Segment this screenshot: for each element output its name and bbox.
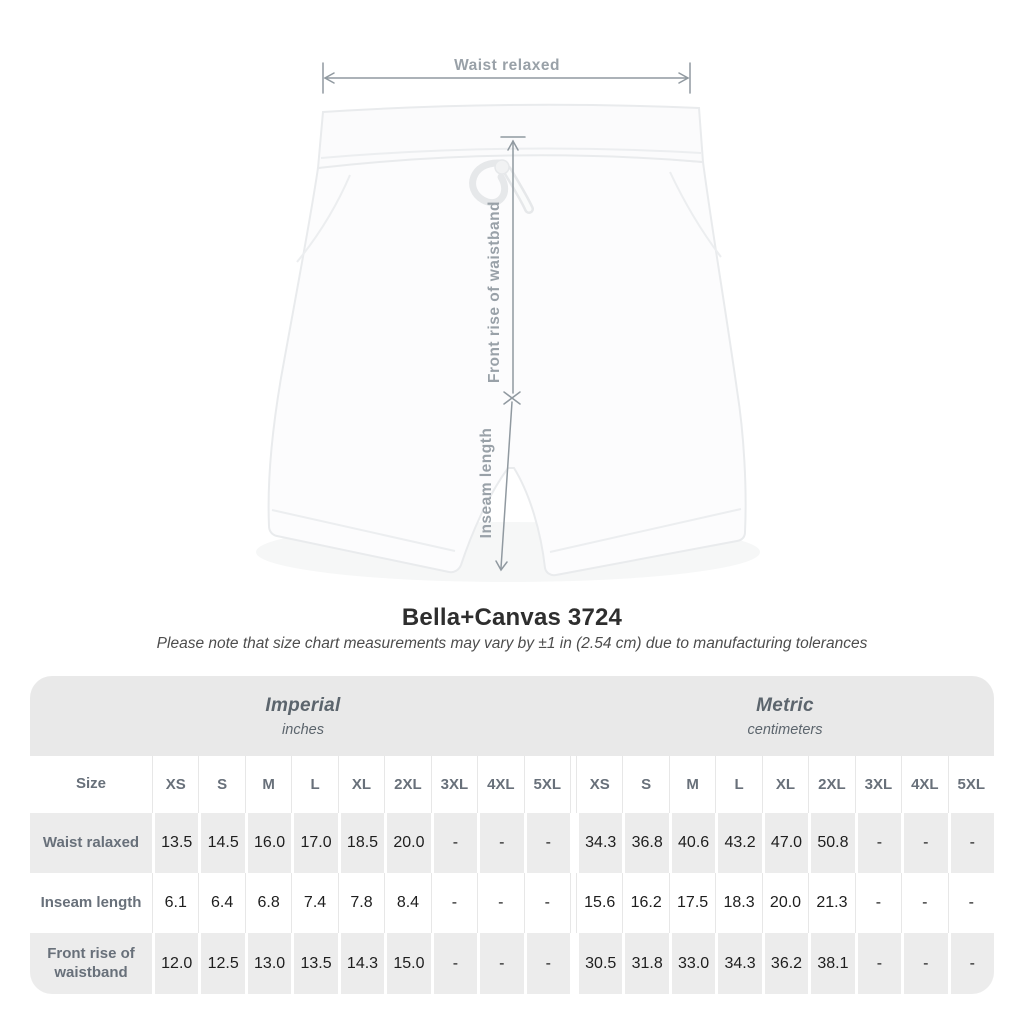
imperial-header: [30, 676, 576, 756]
shorts-body: [269, 154, 746, 575]
size-col-imperial-l: L: [291, 756, 337, 813]
value-imperial: 18.5: [338, 813, 384, 873]
value-metric: -: [855, 813, 901, 873]
value-imperial: 20.0: [384, 813, 430, 873]
size-col-metric-4xl: 4XL: [901, 756, 947, 813]
tolerance-note: Please note that size chart measurements may vary by ±1 in (2.54 cm) due to manufacturing tolerances: [156, 635, 868, 652]
metric-subtitle: centimeters: [747, 721, 823, 738]
imperial-title: Imperial: [265, 694, 341, 716]
value-metric: 36.8: [622, 813, 668, 873]
value-imperial: 7.4: [291, 873, 337, 933]
size-col-metric-5xl: 5XL: [948, 756, 994, 813]
size-col-imperial-xl: XL: [338, 756, 384, 813]
value-imperial: -: [477, 813, 523, 873]
value-imperial: -: [431, 813, 477, 873]
size-col-imperial-s: S: [198, 756, 244, 813]
size-col-imperial-5xl: 5XL: [524, 756, 570, 813]
value-imperial: -: [524, 873, 570, 933]
size-column-label: Size: [75, 775, 106, 793]
value-metric: 34.3: [715, 933, 761, 994]
value-metric: 15.6: [576, 873, 622, 933]
size-col-imperial-xs: XS: [152, 756, 198, 813]
value-metric: -: [948, 813, 994, 873]
size-col-metric-l: L: [715, 756, 761, 813]
value-imperial: -: [524, 933, 570, 994]
value-imperial: 6.1: [152, 873, 198, 933]
value-imperial: 17.0: [291, 813, 337, 873]
metric-header: [576, 676, 994, 756]
value-imperial: 8.4: [384, 873, 430, 933]
value-imperial: 12.0: [152, 933, 198, 994]
value-imperial: 6.4: [198, 873, 244, 933]
value-imperial: 14.5: [198, 813, 244, 873]
imperial-subtitle: inches: [282, 721, 324, 738]
table-body: [30, 813, 994, 994]
value-imperial: -: [477, 873, 523, 933]
row-label: Waist ralaxed: [42, 833, 140, 851]
value-metric: -: [855, 933, 901, 994]
value-imperial: 16.0: [245, 813, 291, 873]
product-title: Bella+Canvas 3724: [401, 604, 623, 631]
measurement-row: [30, 873, 994, 933]
value-imperial: 13.0: [245, 933, 291, 994]
value-metric: 20.0: [762, 873, 808, 933]
value-imperial: 14.3: [338, 933, 384, 994]
size-col-metric-2xl: 2XL: [808, 756, 854, 813]
value-metric: -: [901, 873, 947, 933]
metric-title: Metric: [756, 694, 814, 716]
value-metric: 30.5: [576, 933, 622, 994]
waist-relaxed-label: Waist relaxed: [454, 57, 560, 74]
value-imperial: 15.0: [384, 933, 430, 994]
value-metric: 31.8: [622, 933, 668, 994]
value-metric: 18.3: [715, 873, 761, 933]
units-header-band: [30, 676, 994, 756]
size-col-metric-m: M: [669, 756, 715, 813]
row-label: Inseam length: [40, 893, 142, 911]
size-col-imperial-3xl: 3XL: [431, 756, 477, 813]
value-metric: 50.8: [808, 813, 854, 873]
value-metric: 33.0: [669, 933, 715, 994]
size-col-imperial-2xl: 2XL: [384, 756, 430, 813]
value-imperial: 13.5: [291, 933, 337, 994]
value-imperial: -: [431, 933, 477, 994]
value-metric: -: [948, 873, 994, 933]
value-metric: 16.2: [622, 873, 668, 933]
measurement-row: [30, 933, 994, 994]
shorts-image: [256, 105, 760, 582]
front-rise-label: Front rise of waistband: [486, 200, 503, 384]
value-metric: -: [901, 933, 947, 994]
value-imperial: 12.5: [198, 933, 244, 994]
value-metric: -: [901, 813, 947, 873]
size-col-metric-s: S: [622, 756, 668, 813]
size-col-imperial-4xl: 4XL: [477, 756, 523, 813]
value-imperial: -: [524, 813, 570, 873]
inseam-length-label: Inseam length: [478, 427, 495, 539]
value-imperial: 6.8: [245, 873, 291, 933]
value-imperial: -: [431, 873, 477, 933]
value-metric: 40.6: [669, 813, 715, 873]
value-metric: 36.2: [762, 933, 808, 994]
size-header-row: [30, 756, 994, 813]
size-col-metric-xl: XL: [762, 756, 808, 813]
size-chart-table: [30, 676, 994, 994]
value-metric: -: [948, 933, 994, 994]
size-col-imperial-m: M: [245, 756, 291, 813]
value-metric: 43.2: [715, 813, 761, 873]
row-label: Front rise of waistband: [47, 944, 135, 981]
value-metric: -: [855, 873, 901, 933]
value-metric: 34.3: [576, 813, 622, 873]
size-col-metric-xs: XS: [576, 756, 622, 813]
value-metric: 38.1: [808, 933, 854, 994]
size-col-metric-3xl: 3XL: [855, 756, 901, 813]
value-metric: 47.0: [762, 813, 808, 873]
value-imperial: -: [477, 933, 523, 994]
value-metric: 21.3: [808, 873, 854, 933]
value-imperial: 7.8: [338, 873, 384, 933]
measurement-row: [30, 813, 994, 873]
value-metric: 17.5: [669, 873, 715, 933]
value-imperial: 13.5: [152, 813, 198, 873]
